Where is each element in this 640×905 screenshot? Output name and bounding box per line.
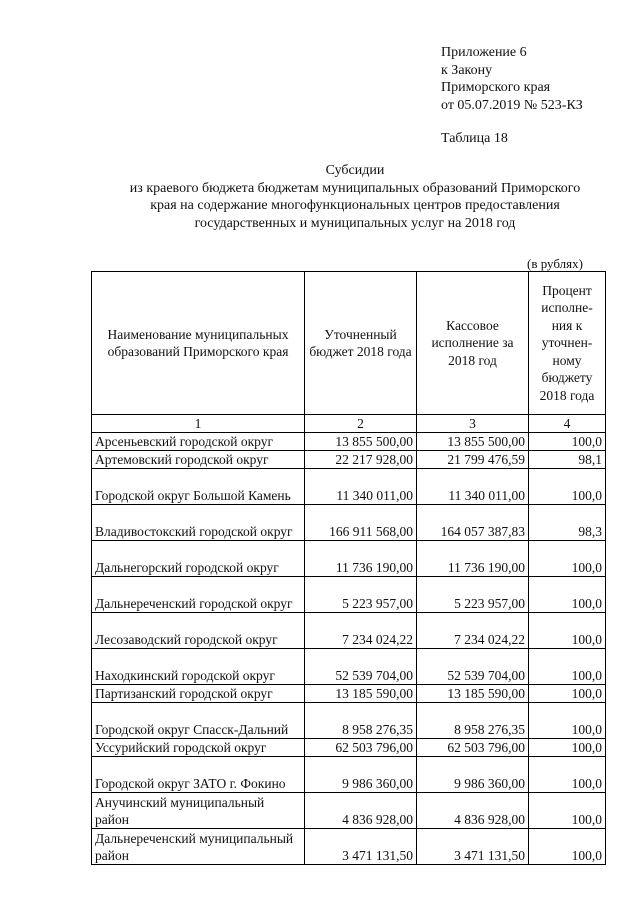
table-row xyxy=(92,433,606,451)
table-row xyxy=(92,685,606,703)
budget-cell: 22 217 928,00 xyxy=(305,451,417,469)
executed-cell: 3 471 131,50 xyxy=(417,829,529,865)
table-row xyxy=(92,739,606,757)
column-numbers-row xyxy=(92,415,606,433)
table-row xyxy=(92,469,606,505)
municipality-cell: Городской округ Спасск-Дальний xyxy=(92,703,305,739)
budget-cell: 3 471 131,50 xyxy=(305,829,417,865)
budget-cell: 11 736 190,00 xyxy=(305,541,417,577)
unit-note: (в рублях) xyxy=(527,256,583,271)
document-title xyxy=(60,162,640,232)
percent-cell: 100,0 xyxy=(529,739,606,757)
title-line: края на содержание многофункциональных центров предоставления xyxy=(150,198,560,213)
executed-cell: 62 503 796,00 xyxy=(417,739,529,757)
column-number: 2 xyxy=(305,415,417,433)
appendix-header xyxy=(441,44,583,114)
municipality-cell: Анучинский муниципальный район xyxy=(92,793,305,829)
budget-cell: 11 340 011,00 xyxy=(305,469,417,505)
title-line: государственных и муниципальных услуг на 2018 год xyxy=(194,215,516,231)
header-municipality: Наименование муниципальных образований Приморского края xyxy=(92,272,305,415)
table-label: Таблица 18 xyxy=(441,131,508,146)
municipality-cell: Лесозаводский городской округ xyxy=(92,613,305,649)
executed-cell: 21 799 476,59 xyxy=(417,451,529,469)
executed-cell: 4 836 928,00 xyxy=(417,793,529,829)
municipality-cell: Уссурийский городской округ xyxy=(92,739,305,757)
budget-cell: 5 223 957,00 xyxy=(305,577,417,613)
title-line: Субсидии xyxy=(325,163,385,178)
municipality-cell: Владивостокский городской округ xyxy=(92,505,305,541)
percent-cell: 98,3 xyxy=(529,505,606,541)
header-budget: Уточненный бюджет 2018 года xyxy=(305,272,417,415)
header-percent: Процент исполне- ния к уточнен- ному бюджету 2018 года xyxy=(529,272,606,415)
column-number: 3 xyxy=(417,415,529,433)
municipality-cell: Дальнереченский городской округ xyxy=(92,577,305,613)
municipality-cell: Дальнегорский городской округ xyxy=(92,541,305,577)
percent-cell: 100,0 xyxy=(529,703,606,739)
table-row xyxy=(92,703,606,739)
executed-cell: 11 736 190,00 xyxy=(417,541,529,577)
table-row xyxy=(92,829,606,865)
column-number: 4 xyxy=(529,415,606,433)
table-row xyxy=(92,451,606,469)
municipality-cell: Городской округ Большой Камень xyxy=(92,469,305,505)
percent-cell: 100,0 xyxy=(529,793,606,829)
budget-cell: 13 855 500,00 xyxy=(305,433,417,451)
table-header-row xyxy=(92,272,606,415)
executed-cell: 7 234 024,22 xyxy=(417,613,529,649)
executed-cell: 9 986 360,00 xyxy=(417,757,529,793)
budget-cell: 7 234 024,22 xyxy=(305,613,417,649)
budget-cell: 166 911 568,00 xyxy=(305,505,417,541)
municipality-cell: Арсеньевский городской округ xyxy=(92,433,305,451)
executed-cell: 8 958 276,35 xyxy=(417,703,529,739)
percent-cell: 100,0 xyxy=(529,613,606,649)
appendix-line: от 05.07.2019 № 523-КЗ xyxy=(441,97,583,113)
table-row xyxy=(92,613,606,649)
table-row xyxy=(92,793,606,829)
executed-cell: 13 855 500,00 xyxy=(417,433,529,451)
municipality-cell: Артемовский городской округ xyxy=(92,451,305,469)
budget-cell: 13 185 590,00 xyxy=(305,685,417,703)
percent-cell: 100,0 xyxy=(529,577,606,613)
percent-cell: 100,0 xyxy=(529,649,606,685)
budget-cell: 4 836 928,00 xyxy=(305,793,417,829)
municipality-cell: Городской округ ЗАТО г. Фокино xyxy=(92,757,305,793)
percent-cell: 100,0 xyxy=(529,541,606,577)
executed-cell: 52 539 704,00 xyxy=(417,649,529,685)
budget-cell: 52 539 704,00 xyxy=(305,649,417,685)
executed-cell: 13 185 590,00 xyxy=(417,685,529,703)
budget-cell: 62 503 796,00 xyxy=(305,739,417,757)
percent-cell: 98,1 xyxy=(529,451,606,469)
percent-cell: 100,0 xyxy=(529,685,606,703)
appendix-line: Приморского края xyxy=(441,80,551,95)
subsidy-table xyxy=(91,271,606,865)
municipality-cell: Дальнереченский муниципальный район xyxy=(92,829,305,865)
percent-cell: 100,0 xyxy=(529,469,606,505)
table-row xyxy=(92,505,606,541)
executed-cell: 164 057 387,83 xyxy=(417,505,529,541)
budget-cell: 8 958 276,35 xyxy=(305,703,417,739)
title-line: из краевого бюджета бюджетам муниципальных образований Приморского xyxy=(129,180,581,196)
appendix-line: Приложение 6 xyxy=(441,45,527,60)
percent-cell: 100,0 xyxy=(529,757,606,793)
municipality-cell: Находкинский городской округ xyxy=(92,649,305,685)
executed-cell: 11 340 011,00 xyxy=(417,469,529,505)
table-row xyxy=(92,757,606,793)
table-row xyxy=(92,649,606,685)
column-number: 1 xyxy=(92,415,305,433)
header-executed: Кассовое исполнение за 2018 год xyxy=(417,272,529,415)
appendix-line: к Закону xyxy=(441,62,493,78)
executed-cell: 5 223 957,00 xyxy=(417,577,529,613)
table-row xyxy=(92,577,606,613)
table-row xyxy=(92,541,606,577)
percent-cell: 100,0 xyxy=(529,829,606,865)
municipality-cell: Партизанский городской округ xyxy=(92,685,305,703)
percent-cell: 100,0 xyxy=(529,433,606,451)
budget-cell: 9 986 360,00 xyxy=(305,757,417,793)
